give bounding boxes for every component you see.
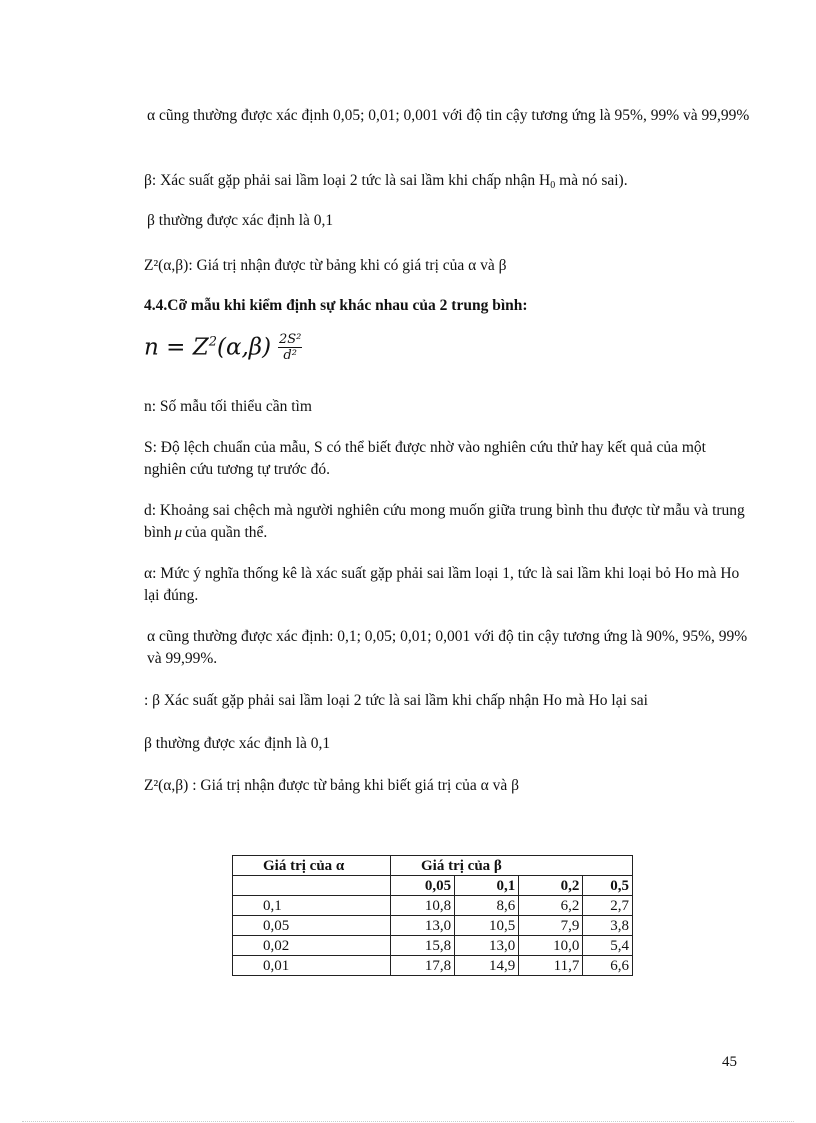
alpha-values-paragraph: α cũng thường được xác định 0,05; 0,01; 0,001 với độ tin cậy tương ứng là 95%, 99% và 99,99% <box>147 107 750 124</box>
mu-symbol: μ <box>174 525 183 541</box>
alpha-value-cell: 0,05 <box>233 916 391 936</box>
table-empty-cell <box>233 876 391 896</box>
table-header-row <box>233 856 633 876</box>
table-cell: 2,7 <box>583 896 633 916</box>
table-cell: 7,9 <box>519 916 583 936</box>
z-value-table <box>232 855 633 976</box>
table-cell: 11,7 <box>519 956 583 976</box>
section-heading: 4.4.Cỡ mẫu khi kiểm định sự khác nhau của 2 trung bình: <box>144 297 528 314</box>
beta-value-cell: 0,05 <box>391 876 455 896</box>
page-bottom-divider <box>22 1121 794 1122</box>
beta-column-header: Giá trị của β <box>391 856 633 876</box>
alpha-value-cell: 0,01 <box>233 956 391 976</box>
beta-value-cell: 0,1 <box>455 876 519 896</box>
alpha-value-cell: 0,02 <box>233 936 391 956</box>
table-beta-values-row <box>233 876 633 896</box>
beta-value-cell: 0,2 <box>519 876 583 896</box>
table-row <box>233 956 633 976</box>
formula-args: (α,β) <box>216 334 272 361</box>
alpha-values-paragraph-2: α cũng thường được xác định: 0,1; 0,05; 0,01; 0,001 với độ tin cậy tương ứng là 90%, 95%, 99% và 99,99%. <box>147 628 748 667</box>
s-definition-paragraph: S: Độ lệch chuẩn của mẫu, S có thể biết được nhờ vào nghiên cứu thử hay kết quả của một nghiên cứu tương tự trước đó. <box>144 439 706 478</box>
alpha-column-header: Giá trị của α <box>233 856 391 876</box>
table-cell: 10,5 <box>455 916 519 936</box>
z-squared-paragraph-2: Z²(α,β) : Giá trị nhận được từ bảng khi biết giá trị của α và β <box>144 777 520 794</box>
table-cell: 3,8 <box>583 916 633 936</box>
table-cell: 10,0 <box>519 936 583 956</box>
table-row <box>233 936 633 956</box>
table-cell: 8,6 <box>455 896 519 916</box>
sample-size-formula <box>144 332 302 363</box>
z-squared-paragraph: Z²(α,β): Giá trị nhận được từ bảng khi có giá trị của α và β <box>144 257 507 274</box>
table-cell: 6,6 <box>583 956 633 976</box>
alpha-value-cell: 0,1 <box>233 896 391 916</box>
formula-lhs: n = Z <box>144 334 209 361</box>
table-cell: 13,0 <box>455 936 519 956</box>
beta-value-paragraph: β thường được xác định là 0,1 <box>147 212 334 229</box>
beta-definition-paragraph-2: : β Xác suất gặp phải sai lầm loại 2 tức là sai lầm khi chấp nhận Ho mà Ho lại sai <box>144 692 648 709</box>
page-number: 45 <box>722 1054 737 1070</box>
n-definition-paragraph: n: Số mẫu tối thiểu cần tìm <box>144 398 312 415</box>
alpha-definition-paragraph: α: Mức ý nghĩa thống kê là xác suất gặp phải sai lầm loại 1, tức là sai lầm khi loại bỏ Ho mà Ho lại đúng. <box>144 565 740 604</box>
table-cell: 10,8 <box>391 896 455 916</box>
table-cell: 15,8 <box>391 936 455 956</box>
formula-numerator: 2S² <box>279 332 302 347</box>
table-cell: 5,4 <box>583 936 633 956</box>
table-row <box>233 916 633 936</box>
beta-value-cell: 0,5 <box>583 876 633 896</box>
formula-power: 2 <box>208 334 217 350</box>
d-definition-paragraph: d: Khoảng sai chệch mà người nghiên cứu mong muốn giữa trung bình thu được từ mẫu và trung bình μ của quần thể. <box>144 502 745 541</box>
beta-value-paragraph-2: β thường được xác định là 0,1 <box>144 735 331 752</box>
table-cell: 6,2 <box>519 896 583 916</box>
table-cell: 17,8 <box>391 956 455 976</box>
formula-fraction <box>278 332 302 363</box>
table-cell: 13,0 <box>391 916 455 936</box>
beta-definition-paragraph: β: Xác suất gặp phải sai lầm loại 2 tức là sai lầm khi chấp nhận $H_0$ mà nó sai). <box>144 172 628 191</box>
table-cell: 14,9 <box>455 956 519 976</box>
table-row <box>233 896 633 916</box>
formula-denominator: d² <box>283 348 297 363</box>
